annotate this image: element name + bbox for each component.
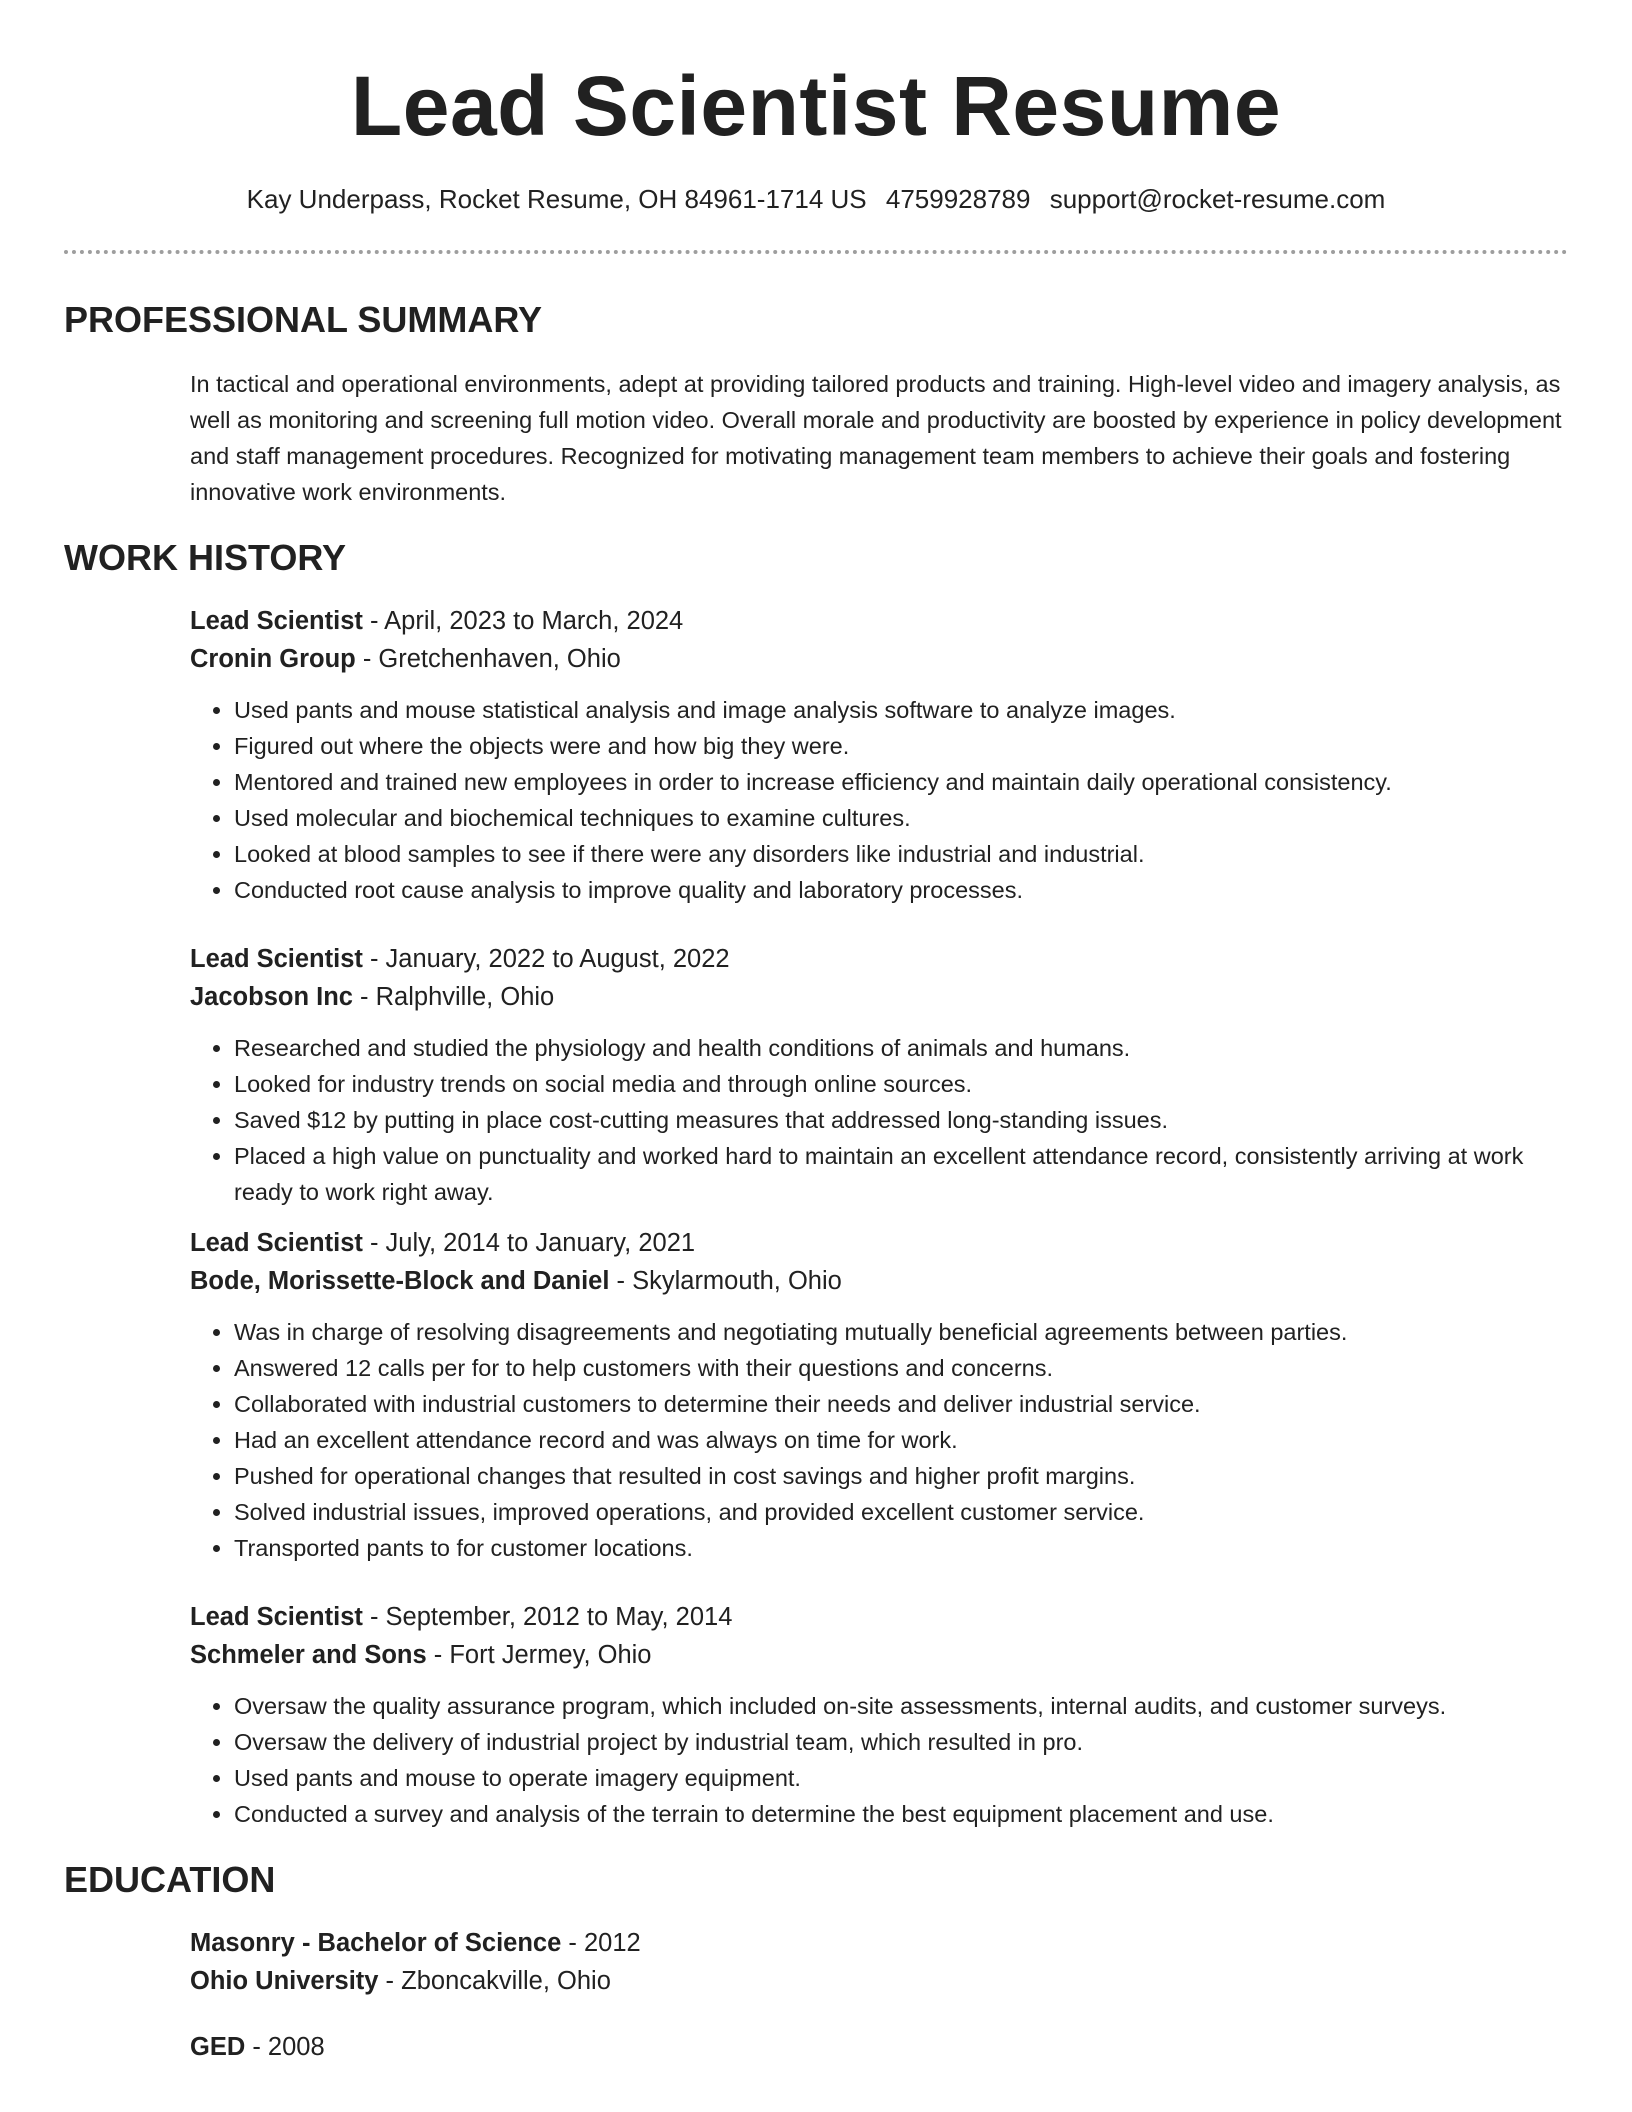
job-title: Lead Scientist [190,1603,363,1631]
education-entry [64,1924,1568,2000]
education-year: - 2012 [561,1929,641,1957]
contact-email: support@rocket-resume.com [1049,184,1386,214]
education-degree: GED [190,2033,246,2061]
work-history-section [64,536,1568,1832]
summary-text: In tactical and operational environments, adept at providing tailored products and training. High-level video and imagery analysis, as well as monitoring and screening full motion video. Overall morale and productivity are boosted by experience in policy development and staff management procedures. Recognized for motivating management team members to achieve their goals and fostering innovative work environments. [190,371,1562,505]
contact-phone: 4759928789 [885,184,1031,214]
job-dates: - July, 2014 to January, 2021 [362,1229,696,1257]
education-heading: EDUCATION [64,1859,276,1900]
list-item: • Saved $12 by putting in place cost-cutting measures that addressed long-standing issues. [234,1102,1568,1138]
job-title-line [190,1224,1568,1262]
job-company-line [190,1636,1568,1674]
job-bullets [190,1688,1568,1832]
list-item: • Answered 12 calls per for to help customers with their questions and concerns. [234,1350,1568,1386]
education-entry [64,2028,1568,2066]
job-dates: - September, 2012 to May, 2014 [362,1603,733,1631]
work-history-heading: WORK HISTORY [64,537,347,578]
education-degree-line [190,2028,1568,2066]
header-divider [64,250,1568,254]
job-company-line [190,640,1568,678]
job-company-line [190,978,1568,1016]
job-location: - Fort Jermey, Ohio [426,1641,652,1669]
job-company: Schmeler and Sons [190,1641,427,1669]
job-company: Jacobson Inc [190,983,353,1011]
contact-info [64,182,1568,216]
job-title-line [190,1598,1568,1636]
job-bullets [190,1314,1568,1566]
education-year: - 2008 [245,2033,325,2061]
list-item: • Solved industrial issues, improved operations, and provided excellent customer service. [234,1494,1568,1530]
list-item: • Used pants and mouse to operate imagery equipment. [234,1760,1568,1796]
job-title-line [190,940,1568,978]
list-item: • Placed a high value on punctuality and worked hard to maintain an excellent attendance record, consistently arriving at work ready to work right away. [234,1138,1568,1210]
job-entry [64,602,1568,908]
summary-heading: PROFESSIONAL SUMMARY [64,299,543,340]
job-title-line [190,602,1568,640]
job-dates: - January, 2022 to August, 2022 [362,945,730,973]
job-title: Lead Scientist [190,607,363,635]
list-item: • Researched and studied the physiology and health conditions of animals and humans. [234,1030,1568,1066]
list-item: • Used molecular and biochemical techniques to examine cultures. [234,800,1568,836]
job-location: - Skylarmouth, Ohio [609,1267,842,1295]
education-location: - Zboncakville, Ohio [378,1967,611,1995]
summary-section [64,298,1568,510]
list-item: • Conducted a survey and analysis of the terrain to determine the best equipment placement and use. [234,1796,1568,1832]
job-company: Cronin Group [190,645,356,673]
job-location: - Gretchenhaven, Ohio [355,645,621,673]
list-item: • Oversaw the delivery of industrial project by industrial team, which resulted in pro. [234,1724,1568,1760]
job-entry [64,1598,1568,1832]
list-item: • Used pants and mouse statistical analysis and image analysis software to analyze images. [234,692,1568,728]
education-school-line [190,1962,1568,2000]
job-company-line [190,1262,1568,1300]
education-section [64,1858,1568,2066]
list-item: • Conducted root cause analysis to improve quality and laboratory processes. [234,872,1568,908]
resume-title: Lead Scientist Resume [350,59,1282,153]
education-degree: Masonry - Bachelor of Science [190,1929,562,1957]
list-item: • Had an excellent attendance record and was always on time for work. [234,1422,1568,1458]
job-title: Lead Scientist [190,1229,363,1257]
contact-address: Kay Underpass, Rocket Resume, OH 84961-1714 US [246,184,867,214]
list-item: • Mentored and trained new employees in order to increase efficiency and maintain daily operational consistency. [234,764,1568,800]
list-item: • Figured out where the objects were and how big they were. [234,728,1568,764]
job-entry [64,1224,1568,1566]
list-item: • Was in charge of resolving disagreements and negotiating mutually beneficial agreements between parties. [234,1314,1568,1350]
job-company: Bode, Morissette-Block and Daniel [190,1267,610,1295]
job-entry [64,940,1568,1210]
list-item: • Looked at blood samples to see if there were any disorders like industrial and industrial. [234,836,1568,872]
job-location: - Ralphville, Ohio [352,983,555,1011]
job-title: Lead Scientist [190,945,363,973]
list-item: • Pushed for operational changes that resulted in cost savings and higher profit margins. [234,1458,1568,1494]
education-degree-line [190,1924,1568,1962]
job-bullets [190,1030,1568,1210]
list-item: • Collaborated with industrial customers to determine their needs and deliver industrial service. [234,1386,1568,1422]
job-dates: - April, 2023 to March, 2024 [362,607,684,635]
list-item: • Looked for industry trends on social media and through online sources. [234,1066,1568,1102]
list-item: • Transported pants to for customer locations. [234,1530,1568,1566]
list-item: • Oversaw the quality assurance program, which included on-site assessments, internal audits, and customer surveys. [234,1688,1568,1724]
job-bullets [190,692,1568,908]
education-school: Ohio University [190,1967,379,1995]
